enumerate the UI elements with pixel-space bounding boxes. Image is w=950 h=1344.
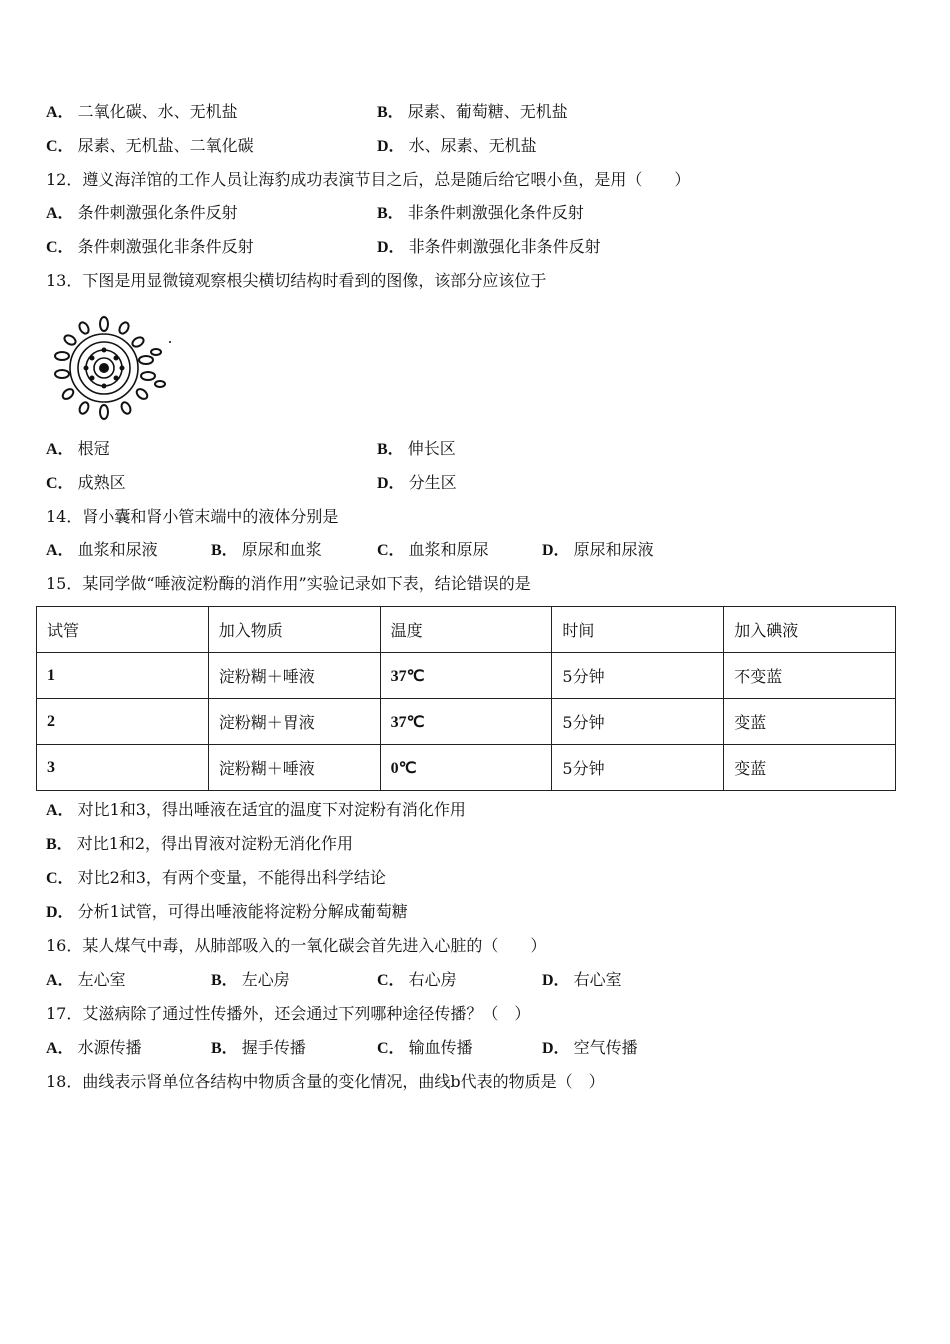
table-cell: 5分钟 (552, 653, 724, 699)
q15-option-d: D． 分析1试管，可得出唾液能将淀粉分解成葡萄糖 (46, 902, 408, 921)
q11-option-b: B． 尿素、葡萄糖、无机盐 (377, 102, 568, 121)
table-row (37, 745, 896, 791)
table-header: 试管 (37, 607, 209, 653)
table-header-row (37, 607, 896, 653)
q15-option-c: C． 对比2和3，有两个变量，不能得出科学结论 (46, 868, 386, 887)
q16-option-a: A． 左心室 (46, 970, 126, 989)
table-cell: 变蓝 (724, 699, 896, 745)
q12-option-a: A． 条件刺激强化条件反射 (46, 203, 238, 222)
q17-option-b: B． 握手传播 (211, 1038, 306, 1057)
q16-option-b: B． 左心房 (211, 970, 290, 989)
q17-option-d: D． 空气传播 (542, 1038, 638, 1057)
root-cross-section-micrograph (52, 312, 176, 420)
table-header: 温度 (380, 607, 552, 653)
table-cell: 37℃ (380, 699, 552, 745)
q17-option-a: A． 水源传播 (46, 1038, 142, 1057)
q14-stem: 14．肾小囊和肾小管末端中的液体分别是 (46, 507, 339, 526)
q13-stem: 13．下图是用显微镜观察根尖横切结构时看到的图像，该部分应该位于 (46, 271, 547, 290)
q14-option-b: B． 原尿和血浆 (211, 540, 322, 559)
q13-option-a: A． 根冠 (46, 439, 110, 458)
q12-option-c: C． 条件刺激强化非条件反射 (46, 237, 254, 256)
q16-option-c: C． 右心房 (377, 970, 457, 989)
table-row (37, 653, 896, 699)
q11-option-c: C． 尿素、无机盐、二氧化碳 (46, 136, 254, 155)
table-cell: 淀粉糊＋唾液 (208, 653, 380, 699)
table-header: 加入物质 (208, 607, 380, 653)
q13-option-c: C． 成熟区 (46, 473, 126, 492)
q14-option-a: A． 血浆和尿液 (46, 540, 158, 559)
q13-option-d: D． 分生区 (377, 473, 457, 492)
table-cell: 变蓝 (724, 745, 896, 791)
q15-stem: 15．某同学做“唾液淀粉酶的消作用”实验记录如下表，结论错误的是 (46, 574, 531, 593)
experiment-table (36, 606, 896, 791)
table-cell: 淀粉糊＋唾液 (208, 745, 380, 791)
q16-option-d: D． 右心室 (542, 970, 622, 989)
q16-stem: 16．某人煤气中毒，从肺部吸入的一氧化碳会首先进入心脏的（ ） (46, 936, 547, 955)
table-cell: 37℃ (380, 653, 552, 699)
table-cell: 5分钟 (552, 699, 724, 745)
q14-option-d: D． 原尿和尿液 (542, 540, 654, 559)
q11-option-d: D． 水、尿素、无机盐 (377, 136, 537, 155)
q13-option-b: B． 伸长区 (377, 439, 456, 458)
table-cell: 5分钟 (552, 745, 724, 791)
table-row (37, 699, 896, 745)
q18-stem: 18．曲线表示肾单位各结构中物质含量的变化情况，曲线b代表的物质是（ ） (46, 1072, 605, 1091)
q12-stem: 12．遵义海洋馆的工作人员让海豹成功表演节目之后，总是随后给它喂小鱼，是用（ ） (46, 170, 691, 189)
table-cell: 3 (37, 745, 209, 791)
q15-option-a: A． 对比1和3，得出唾液在适宜的温度下对淀粉有消化作用 (46, 800, 466, 819)
q17-stem: 17．艾滋病除了通过性传播外，还会通过下列哪种途径传播？（ ） (46, 1004, 531, 1023)
table-cell: 淀粉糊＋胃液 (208, 699, 380, 745)
q17-option-c: C． 输血传播 (377, 1038, 473, 1057)
table-cell: 不变蓝 (724, 653, 896, 699)
q15-option-b: B． 对比1和2，得出胃液对淀粉无消化作用 (46, 834, 354, 853)
table-cell: 2 (37, 699, 209, 745)
q12-option-b: B． 非条件刺激强化条件反射 (377, 203, 584, 222)
q12-option-d: D． 非条件刺激强化非条件反射 (377, 237, 601, 256)
table-cell: 0℃ (380, 745, 552, 791)
table-header: 加入碘液 (724, 607, 896, 653)
table-header: 时间 (552, 607, 724, 653)
q11-option-a: A． 二氧化碳、水、无机盐 (46, 102, 238, 121)
table-cell: 1 (37, 653, 209, 699)
q14-option-c: C． 血浆和原尿 (377, 540, 489, 559)
